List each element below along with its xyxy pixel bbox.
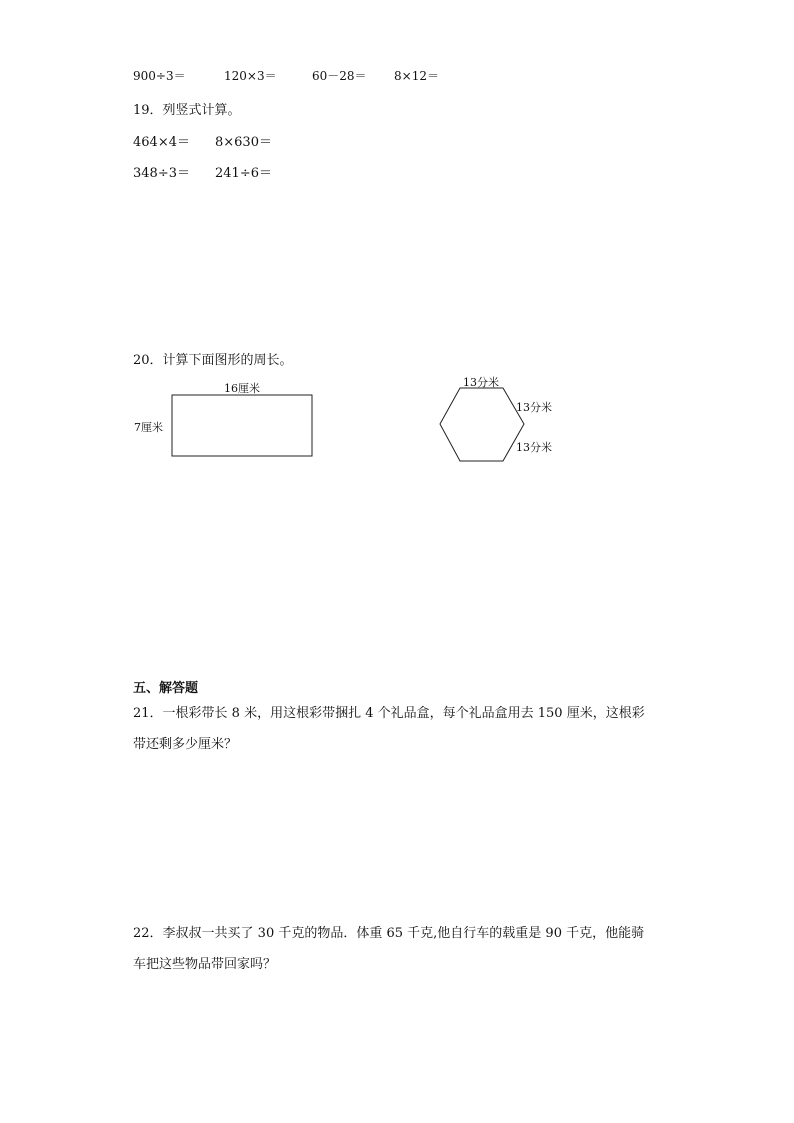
q19-expression-4: 241÷6＝	[215, 166, 272, 181]
rectangle-width-label: 7厘米	[134, 421, 163, 434]
equation-4: 8×12＝	[394, 69, 439, 83]
equation-1: 900÷3＝	[133, 69, 186, 83]
section-heading: 五、解答题	[133, 681, 199, 696]
question-21-line-1: 21．一根彩带长 8 米，用这根彩带捆扎 4 个礼品盒，每个礼品盒用去 150 厘米，这根彩	[133, 706, 645, 721]
rectangle-shape	[172, 395, 312, 456]
q19-expression-3: 348÷3＝	[133, 166, 190, 181]
question-20-title: 20．计算下面图形的周长。	[133, 353, 293, 368]
equation-2: 120×3＝	[224, 69, 277, 83]
question-21-line-2: 带还剩多少厘米？	[133, 737, 238, 752]
hexagon-side-label-upper-right: 13分米	[516, 401, 552, 414]
equation-3: 60－28＝	[312, 69, 367, 83]
question-22-line-1: 22．李叔叔一共买了 30 千克的物品．体重 65 千克,他自行车的载重是 90 千克，他能骑	[133, 926, 645, 941]
hexagon-shape	[440, 388, 524, 461]
q19-expression-2: 8×630＝	[215, 135, 272, 150]
question-22-line-2: 车把这些物品带回家吗？	[133, 957, 277, 972]
question-19-title: 19．列竖式计算。	[133, 103, 241, 118]
hexagon-side-label-lower-right: 13分米	[516, 441, 552, 454]
rectangle-length-label: 16厘米	[224, 382, 260, 395]
q19-expression-1: 464×4＝	[133, 135, 190, 150]
hexagon-side-label-top: 13分米	[463, 376, 499, 389]
